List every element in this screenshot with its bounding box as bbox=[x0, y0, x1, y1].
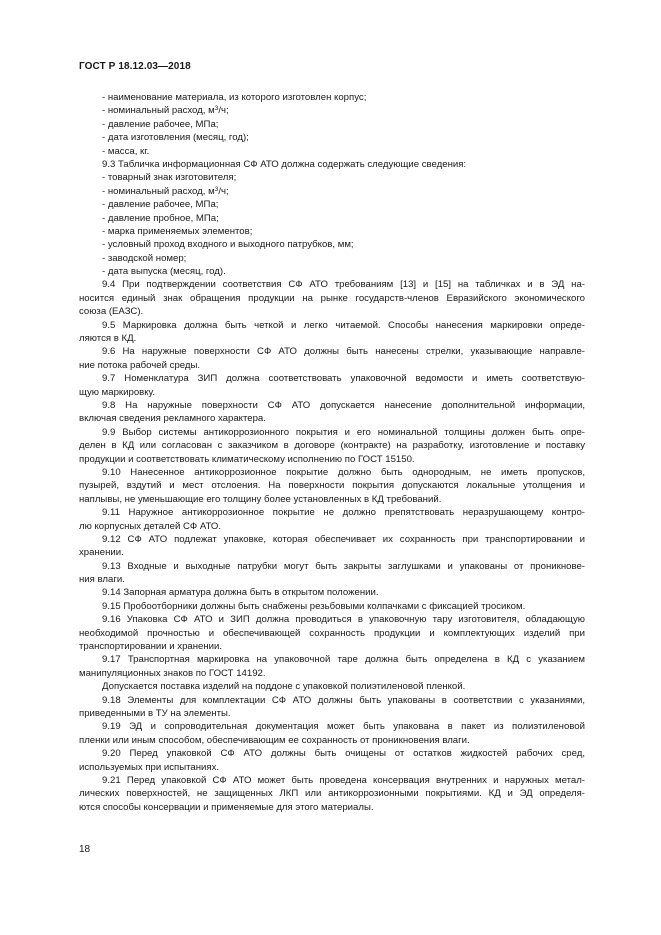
text-line bbox=[79, 238, 585, 251]
text-line bbox=[79, 131, 585, 144]
line-text: пленки или иным способом, обеспечивающим ее сохранность от проникновения влаги. bbox=[79, 734, 470, 746]
text-line bbox=[79, 252, 585, 265]
line-text: используемых при испытаниях. bbox=[79, 761, 220, 773]
line-text: союза (ЕАЗС). bbox=[79, 306, 144, 318]
text-line bbox=[79, 198, 585, 211]
text-line bbox=[79, 787, 585, 800]
line-text: ются способы консервации и применяемые для этого материалы. bbox=[79, 801, 374, 813]
text-line bbox=[79, 734, 585, 747]
text-line bbox=[79, 694, 585, 707]
text-line bbox=[79, 185, 585, 198]
line-text: - номинальный расход, м bbox=[102, 105, 215, 117]
line-text: щую маркировку. bbox=[79, 386, 156, 398]
line-text: - товарный знак изготовителя; bbox=[102, 172, 237, 184]
line-text: Допускается поставка изделий на поддоне с упаковкой полиэтиленовой пленкой. bbox=[102, 681, 466, 693]
text-line bbox=[79, 386, 585, 399]
line-text: 9.13 Входные и выходные патрубки могут быть закрыты заглушками и упакованы от проникнове- bbox=[102, 560, 585, 572]
line-text: делен в КД или согласован с заказчиком в договоре (контракте) на разработку, изготовление и поставку bbox=[79, 440, 585, 452]
superscript: 3 bbox=[214, 185, 219, 193]
line-text: 9.21 Перед упаковкой СФ АТО может быть проведена консервация внутренних и наружных метал- bbox=[102, 774, 585, 786]
line-text: - давление пробное, МПа; bbox=[102, 212, 219, 224]
line-text: 9.12 СФ АТО подлежат упаковке, которая обеспечивает их сохранность при транспортировании и bbox=[102, 533, 585, 545]
line-text: 9.19 ЭД и сопроводительная документация может быть упакована в пакет из полиэтиленовой bbox=[102, 721, 585, 733]
text-line bbox=[79, 319, 585, 332]
text-line bbox=[79, 520, 585, 533]
line-text: - номинальный расход, м bbox=[102, 185, 215, 197]
text-line bbox=[79, 774, 585, 787]
text-line bbox=[79, 412, 585, 425]
text-line bbox=[79, 118, 585, 131]
line-text: 9.3 Табличка информационная СФ АТО должна содержать следующие сведения: bbox=[102, 158, 467, 170]
text-line bbox=[79, 627, 585, 640]
text-line bbox=[79, 533, 585, 546]
text-line bbox=[79, 345, 585, 358]
line-text: 9.9 Выбор системы антикоррозионного покрытия и его номинальной толщины должен быть опре- bbox=[102, 426, 585, 438]
line-text: - дата выпуска (месяц, год). bbox=[102, 266, 226, 278]
line-text: - заводской номер; bbox=[102, 252, 187, 264]
line-text: - масса, кг. bbox=[102, 145, 150, 157]
line-text: продукции и соответствовать климатическому исполнению по ГОСТ 15150. bbox=[79, 453, 415, 465]
line-text: лических поверхностей, не защищенных ЛКП или антикоррозионными покрытиями. КД и ЭД определя- bbox=[79, 788, 585, 800]
text-line bbox=[79, 466, 585, 479]
text-line bbox=[79, 439, 585, 452]
line-text: носится единый знак обращения продукции на рынке государств-членов Евразийского экономического bbox=[79, 292, 585, 304]
line-text: - условный проход входного и выходного патрубков, мм; bbox=[102, 239, 354, 251]
line-text-after: /ч; bbox=[218, 185, 229, 197]
text-line bbox=[79, 707, 585, 720]
document-header: ГОСТ Р 18.12.03—2018 bbox=[79, 61, 191, 72]
line-text: 9.10 Нанесенное антикоррозионное покрытие должно быть однородным, не иметь пропусков, bbox=[102, 466, 585, 478]
text-line bbox=[79, 586, 585, 599]
text-line bbox=[79, 640, 585, 653]
text-line bbox=[79, 613, 585, 626]
text-line bbox=[79, 332, 585, 345]
line-text: 9.7 Номенклатура ЗИП должна соответствовать упаковочной ведомости и иметь соответствую- bbox=[102, 373, 585, 385]
text-line bbox=[79, 305, 585, 318]
text-line bbox=[79, 359, 585, 372]
line-text: 9.17 Транспортная маркировка на упаковочной таре должна быть определена в КД с указанием bbox=[102, 654, 585, 666]
line-text: включая сведения рекламного характера. bbox=[79, 413, 266, 425]
line-text: пузырей, вздутий и мест отслоения. На поверхности покрытия допускаются локальные утолщения и bbox=[79, 480, 585, 492]
line-text: 9.4 При подтверждении соответствия СФ АТО требованиям [13] и [15] на табличках и в ЭД на- bbox=[102, 279, 585, 291]
text-line bbox=[79, 292, 585, 305]
text-line bbox=[79, 680, 585, 693]
line-text: 9.11 Наружное антикоррозионное покрытие не должно препятствовать неразрушающему контро- bbox=[102, 507, 585, 519]
text-line bbox=[79, 372, 585, 385]
line-text: 9.18 Элементы для комплектации СФ АТО должны быть упакованы в соответствии с указаниями, bbox=[102, 694, 585, 706]
text-line bbox=[79, 265, 585, 278]
document-body bbox=[79, 91, 585, 814]
line-text: ляются в КД. bbox=[79, 333, 137, 345]
line-text: ния влаги. bbox=[79, 574, 125, 586]
line-text: - дата изготовления (месяц, год); bbox=[102, 132, 249, 144]
line-text: 9.6 На наружные поверхности СФ АТО должны быть нанесены стрелки, указывающие направле- bbox=[102, 346, 585, 358]
text-line bbox=[79, 399, 585, 412]
line-text: лю корпусных деталей СФ АТО. bbox=[79, 520, 222, 532]
line-text: - марка применяемых элементов; bbox=[102, 225, 253, 237]
line-text: 9.8 На наружные поверхности СФ АТО допускается нанесение дополнительной информации, bbox=[102, 399, 585, 411]
text-line bbox=[79, 653, 585, 666]
line-text: 9.15 Пробоотборники должны быть снабжены резьбовыми колпачками с фиксацией тросиком. bbox=[102, 600, 526, 612]
line-text: приведенными в ТУ на элементы. bbox=[79, 707, 231, 719]
text-line bbox=[79, 453, 585, 466]
text-line bbox=[79, 171, 585, 184]
text-line bbox=[79, 747, 585, 760]
superscript: 3 bbox=[214, 105, 219, 113]
line-text: 9.14 Запорная арматура должна быть в открытом положении. bbox=[102, 587, 379, 599]
page-number: 18 bbox=[79, 844, 91, 855]
line-text: - наименование материала, из которого изготовлен корпус; bbox=[102, 92, 367, 103]
text-line bbox=[79, 667, 585, 680]
text-line bbox=[79, 573, 585, 586]
line-text: - давление рабочее, МПа; bbox=[102, 199, 219, 211]
line-text: ние потока рабочей среды. bbox=[79, 359, 201, 371]
text-line bbox=[79, 145, 585, 158]
text-line bbox=[79, 479, 585, 492]
line-text: 9.16 Упаковка СФ АТО и ЗИП должна проводиться в упаковочную тару изготовителя, обладающую bbox=[102, 614, 585, 626]
line-text: хранении. bbox=[79, 547, 124, 559]
text-line bbox=[79, 426, 585, 439]
line-text: наплывы, не уменьшающие его толщину более установленных в КД требований. bbox=[79, 493, 442, 505]
line-text-after: /ч; bbox=[218, 105, 229, 117]
text-line bbox=[79, 158, 585, 171]
line-text: 9.20 Перед упаковкой СФ АТО должны быть очищены от остатков жидкостей рабочих сред, bbox=[102, 748, 585, 760]
line-text: 9.5 Маркировка должна быть четкой и легко читаемой. Способы нанесения маркировки опреде- bbox=[102, 319, 585, 331]
line-text: транспортировании и хранении. bbox=[79, 641, 223, 653]
text-line bbox=[79, 225, 585, 238]
text-line bbox=[79, 761, 585, 774]
text-line bbox=[79, 493, 585, 506]
text-line bbox=[79, 104, 585, 117]
text-line bbox=[79, 278, 585, 291]
text-line bbox=[79, 506, 585, 519]
line-text: необходимой прочностью и обеспечивающей сохранность продукции и комплектующих изделий при bbox=[79, 627, 585, 639]
text-line bbox=[79, 600, 585, 613]
text-line bbox=[79, 91, 585, 104]
text-line bbox=[79, 560, 585, 573]
line-text: - давление рабочее, МПа; bbox=[102, 118, 219, 130]
text-line bbox=[79, 801, 585, 814]
text-line bbox=[79, 720, 585, 733]
text-line bbox=[79, 212, 585, 225]
text-line bbox=[79, 546, 585, 559]
line-text: манипуляционных знаков по ГОСТ 14192. bbox=[79, 667, 266, 679]
